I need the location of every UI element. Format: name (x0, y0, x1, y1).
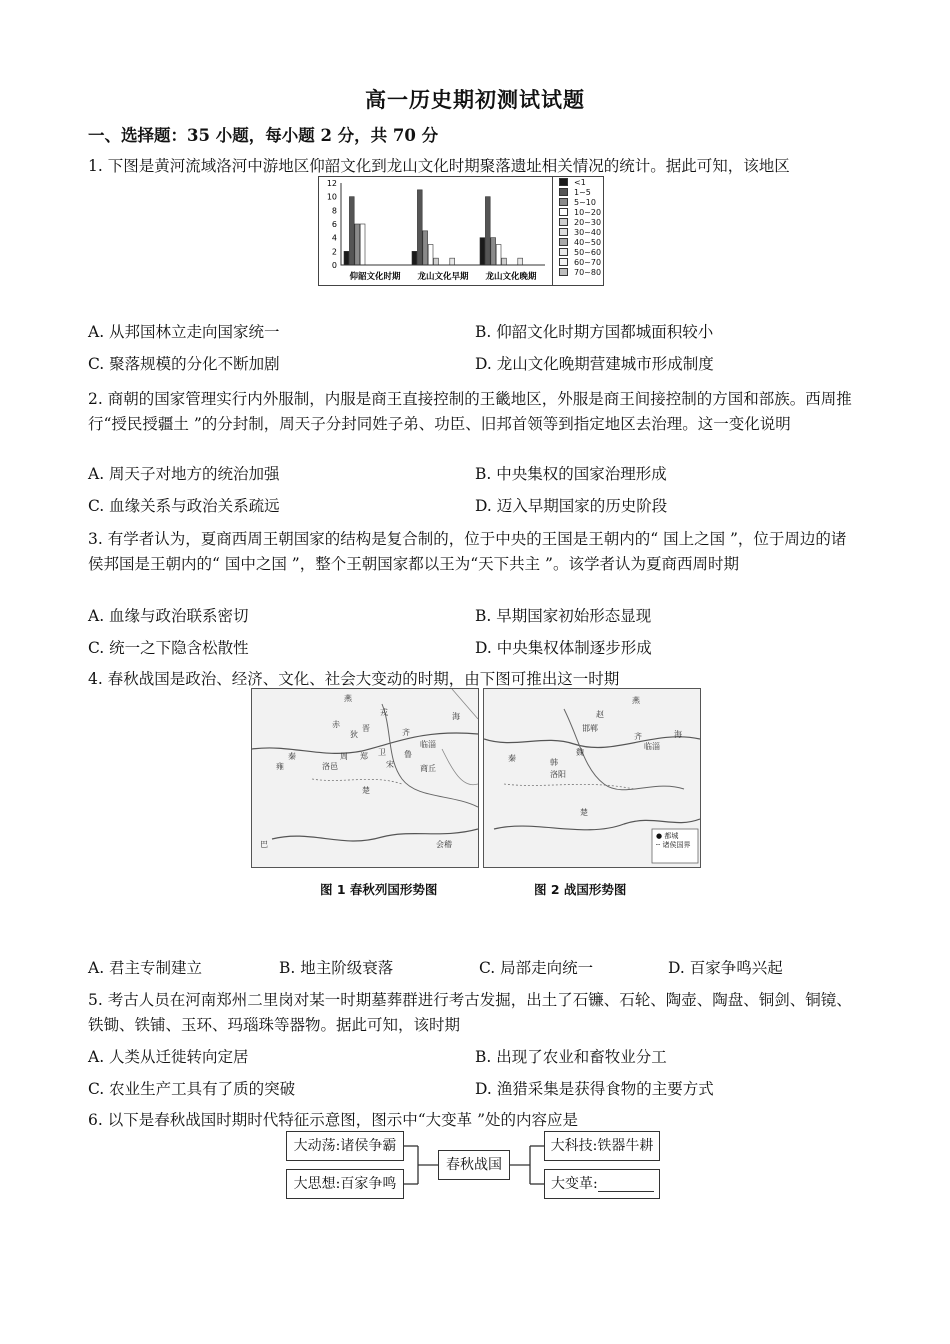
question-2-option-c[interactable]: C. 血缘关系与政治关系疏远 (88, 497, 280, 515)
map-1-place-label: 临淄 (420, 740, 436, 749)
map-2-place-label: 齐 (634, 732, 642, 741)
question-2-option-a[interactable]: A. 周天子对地方的统治加强 (88, 465, 280, 483)
legend-swatch (559, 188, 568, 196)
y-tick-label: 6 (331, 220, 337, 229)
bar (428, 245, 433, 266)
question-1-stem: 1. 下图是黄河流域洛河中游地区仰韶文化到龙山文化时期聚落遗址相关情况的统计。据此可知，该地区 (88, 157, 790, 175)
box-reform-label: 大变革: (551, 1176, 598, 1192)
map-2-place-label: 临淄 (644, 742, 660, 751)
map-2-place-label: 燕 (632, 696, 640, 705)
question-1-option-a[interactable]: A. 从邦国林立走向国家统一 (88, 323, 280, 341)
legend-item (553, 267, 603, 277)
map-1-place-label: 齐 (402, 728, 410, 737)
legend-label: 60~70 (574, 257, 602, 267)
legend-swatch (559, 248, 568, 256)
question-4-stem: 4. 春秋战国是政治、经济、文化、社会大变动的时期，由下图可推出这一时期 (88, 670, 620, 688)
map-1-place-label: 郑 (360, 752, 368, 761)
map-1-place-label: 海 (452, 712, 460, 721)
question-2-option-b[interactable]: B. 中央集权的国家治理形成 (475, 465, 667, 483)
y-tick-label: 12 (326, 179, 337, 188)
category-label: 仰韶文化时期 (349, 272, 401, 282)
legend-item (553, 177, 603, 187)
map-1-place-label: 周 (340, 752, 348, 761)
legend-swatch (559, 228, 568, 236)
era-features-diagram (286, 1128, 662, 1200)
question-4-option-b[interactable]: B. 地主阶级衰落 (279, 959, 394, 977)
bar (496, 245, 501, 266)
y-tick-label: 2 (331, 247, 337, 257)
map-1-place-label: 雍 (276, 762, 284, 771)
map-2-legend-capital: ● 都城 (656, 832, 679, 840)
map-1-caption: 图 1 春秋列国形势图 (320, 882, 438, 897)
answer-blank[interactable] (598, 1177, 654, 1192)
y-tick-label: 8 (331, 206, 337, 216)
y-tick-label: 0 (331, 261, 337, 270)
legend-swatch (559, 258, 568, 266)
map-1-place-label: 会稽 (436, 840, 452, 849)
map-1-place-label: 楚 (362, 786, 370, 795)
question-4-option-d[interactable]: D. 百家争鸣兴起 (668, 959, 783, 977)
map-2-legend-border: ┄ 诸侯国界 (656, 841, 691, 849)
box-upheaval: 大动荡:诸侯争霸 (286, 1131, 404, 1161)
map-2-place-label: 海 (674, 730, 682, 739)
bar (423, 231, 428, 265)
chart-axes (341, 183, 545, 265)
legend-swatch (559, 218, 568, 226)
legend-item (553, 247, 603, 257)
legend-label: 50~60 (574, 247, 602, 257)
legend-item (553, 217, 603, 227)
bar (344, 251, 349, 265)
bar (417, 190, 422, 265)
legend-item (553, 237, 603, 247)
map-2-place-label: 魏 (576, 748, 584, 757)
section-heading: 一、选择题：35 小题，每小题 2 分，共 70 分 (88, 126, 439, 145)
question-3-option-a[interactable]: A. 血缘与政治联系密切 (88, 607, 249, 625)
question-5-option-a[interactable]: A. 人类从迁徙转向定居 (88, 1048, 249, 1066)
legend-swatch (559, 178, 568, 186)
legend-label: 70~80 (574, 267, 602, 277)
map-1-place-label: 晋 (362, 724, 370, 733)
bar (412, 251, 417, 265)
question-4-option-a[interactable]: A. 君主专制建立 (88, 959, 203, 977)
question-3-option-c[interactable]: C. 统一之下隐含松散性 (88, 639, 249, 657)
legend-item (553, 187, 603, 197)
legend-label: 1~5 (574, 187, 591, 197)
map-1-place-label: 洛邑 (322, 762, 338, 771)
bar (450, 258, 455, 265)
map-1-place-label: 商丘 (420, 764, 436, 773)
legend-label: <1 (574, 177, 586, 187)
question-3-stem: 3. 有学者认为，夏商西周王朝国家的结构是复合制的，位于中央的王国是王朝内的“ 国上之国 ”，位于周边的诸侯邦国是王朝内的“ 国中之国 ”，整个王朝国家都以王为“天下共主 ”。该学者认为夏商西周时期 (88, 530, 847, 573)
map-1-place-label: 狄 (350, 730, 358, 739)
category-label: 龙山文化晚期 (485, 272, 537, 282)
question-1-option-b[interactable]: B. 仰韶文化时期方国都城面积较小 (475, 323, 714, 341)
map-2-caption: 图 2 战国形势图 (534, 882, 627, 897)
legend-label: 30~40 (574, 227, 602, 237)
map-2-place-label: 洛阳 (550, 770, 566, 779)
map-2-place-label: 楚 (580, 808, 588, 817)
question-5-option-c[interactable]: C. 农业生产工具有了质的突破 (88, 1080, 296, 1098)
bar (349, 197, 354, 265)
map-2-place-label: 韩 (550, 758, 558, 767)
map-1-place-label: 戎 (380, 708, 388, 717)
map-1-place-label: 燕 (344, 694, 352, 703)
map-2-legend (656, 832, 690, 850)
question-5-option-d[interactable]: D. 渔猎采集是获得食物的主要方式 (475, 1080, 714, 1098)
map-1-place-label: 赤 (332, 720, 340, 729)
question-4-option-c[interactable]: C. 局部走向统一 (479, 959, 594, 977)
legend-label: 10~20 (574, 207, 602, 217)
map-2-place-label: 邯郸 (582, 724, 598, 733)
map-1-place-label: 卫 (378, 748, 386, 757)
box-thought: 大思想:百家争鸣 (286, 1169, 404, 1199)
box-reform (544, 1169, 660, 1199)
map-1-place-label: 巴 (260, 840, 268, 849)
bar (485, 197, 490, 265)
map-1-place-label: 秦 (288, 752, 296, 761)
bar (434, 258, 439, 265)
bar (518, 258, 523, 265)
question-6-stem: 6. 以下是春秋战国时期时代特征示意图，图示中“大变革 ”处的内容应是 (88, 1111, 578, 1129)
y-tick-label: 4 (331, 233, 337, 243)
y-tick-label: 10 (326, 192, 337, 202)
question-2-option-d[interactable]: D. 迈入早期国家的历史阶段 (475, 497, 668, 515)
category-label: 龙山文化早期 (417, 272, 469, 282)
legend-item (553, 257, 603, 267)
bar (480, 238, 485, 265)
question-5-option-b[interactable]: B. 出现了农业和畜牧业分工 (475, 1048, 667, 1066)
box-spring-autumn-warring-states: 春秋战国 (438, 1150, 510, 1180)
legend-swatch (559, 238, 568, 246)
bar (360, 224, 365, 265)
box-technology: 大科技:铁器牛耕 (544, 1131, 660, 1161)
bar (491, 238, 496, 265)
map-2-place-label: 赵 (596, 710, 604, 719)
legend-swatch (559, 268, 568, 276)
map-1-place-label: 宋 (386, 760, 394, 769)
map-2-place-label: 秦 (508, 754, 516, 763)
map-spring-autumn (251, 688, 479, 868)
question-3-option-d[interactable]: D. 中央集权体制逐步形成 (475, 639, 652, 657)
question-1-option-d[interactable]: D. 龙山文化晚期营建城市形成制度 (475, 355, 714, 373)
legend-item (553, 227, 603, 237)
legend-label: 5~10 (574, 197, 596, 207)
map-1-place-label: 鲁 (404, 750, 412, 759)
map-warring-states (483, 688, 701, 868)
legend-item (553, 207, 603, 217)
legend-item (553, 197, 603, 207)
page-title: 高一历史期初测试试题 (365, 87, 585, 112)
question-3-option-b[interactable]: B. 早期国家初始形态显现 (475, 607, 652, 625)
legend-swatch (559, 208, 568, 216)
question-5-stem: 5. 考古人员在河南郑州二里岗对某一时期墓葬群进行考古发掘，出土了石镰、石轮、陶壶、陶盘、铜剑、铜镜、铁锄、铁铺、玉环、玛瑙珠等器物。据此可知，该时期 (88, 991, 852, 1034)
legend-label: 40~50 (574, 237, 602, 247)
bar (502, 258, 507, 265)
question-1-option-c[interactable]: C. 聚落规模的分化不断加剧 (88, 355, 280, 373)
chart-legend (552, 176, 604, 286)
question-2-stem: 2. 商朝的国家管理实行内外服制，内服是商王直接控制的王畿地区，外服是商王间接控制的方国和部族。西周推行“授民授疆土 ”的分封制，周天子分封同姓子弟、功臣、旧邦首领等到指定地区去治理。这一变化说明 (88, 390, 852, 433)
settlement-bar-chart (318, 176, 554, 286)
bar (355, 224, 360, 265)
legend-label: 20~30 (574, 217, 602, 227)
legend-swatch (559, 198, 568, 206)
